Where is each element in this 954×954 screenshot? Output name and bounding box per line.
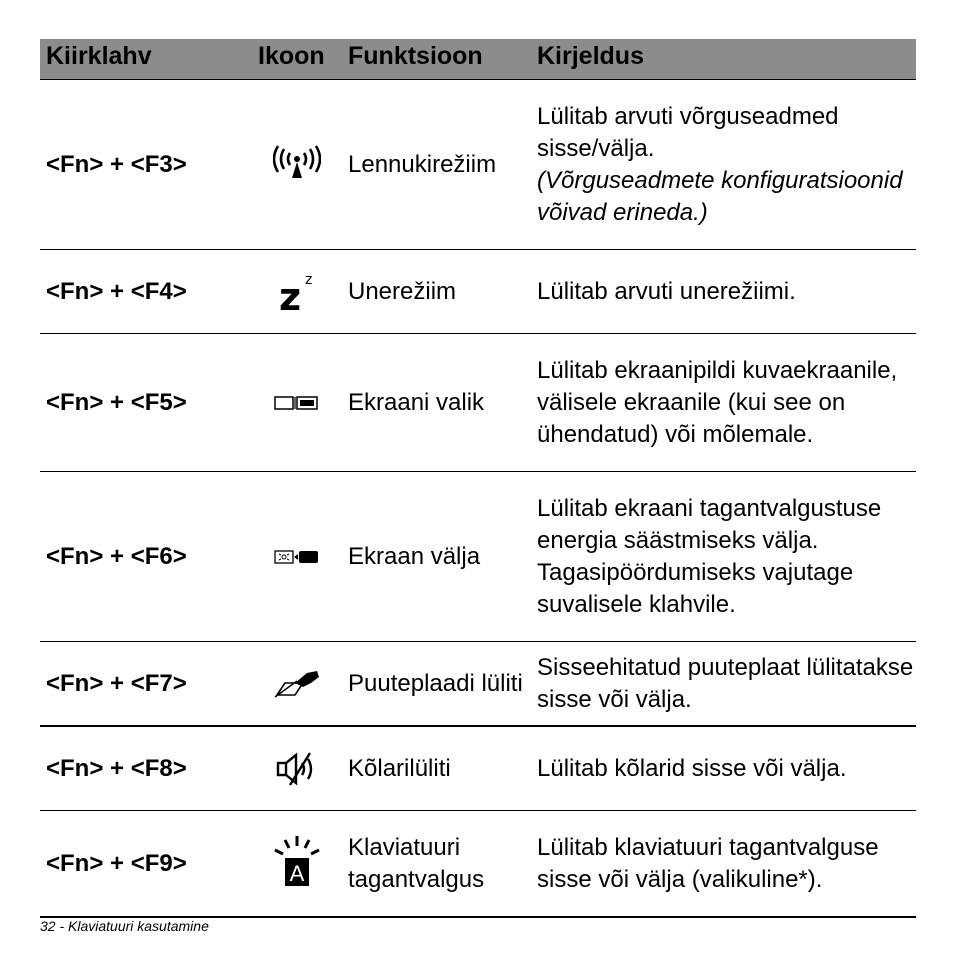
table-row <box>40 80 916 250</box>
page-footer: 32 - Klaviatuuri kasutamine <box>40 918 209 934</box>
description <box>537 80 916 249</box>
shortcut-key: <Fn> + <F8> <box>46 754 187 782</box>
speaker-toggle-icon <box>254 727 340 810</box>
description: Lülitab klaviatuuri tagantvalguse sisse või välja (valikuline*). <box>537 833 879 893</box>
sleep-icon <box>254 250 340 333</box>
keyboard-shortcut-table <box>40 39 916 918</box>
wireless-icon <box>254 80 340 249</box>
description: Lülitab ekraanipildi kuvaekraanile, välisele ekraanile (kui see on ühendatud) või mõlemale. <box>537 356 898 448</box>
shortcut-key: <Fn> + <F9> <box>46 849 187 877</box>
svg-text:A: A <box>289 860 305 886</box>
table-row <box>40 334 916 472</box>
function-name: Puuteplaadi lüliti <box>348 669 523 697</box>
table-row <box>40 642 916 727</box>
description-note: (Võrguseadmete konfiguratsioonid võivad erineda.) <box>537 166 903 226</box>
function-name: Ekraani valik <box>348 388 485 416</box>
description-text: Lülitab arvuti võrguseadmed sisse/välja. <box>537 102 839 162</box>
function-name: Ekraan välja <box>348 542 481 570</box>
svg-text:z: z <box>279 274 302 314</box>
description: Sisseehitatud puuteplaat lülitatakse sisse või välja. <box>537 653 914 713</box>
description: Lülitab ekraani tagantvalgustuse energia säästmiseks välja. Tagasipöördumiseks vajutage suvalisele klahvile. <box>537 494 882 618</box>
function-name: Lennukirežiim <box>348 150 497 178</box>
header-function: Funktsioon <box>348 42 483 70</box>
header-key: Kiirklahv <box>46 42 152 70</box>
shortcut-key: <Fn> + <F4> <box>46 277 187 305</box>
table-row <box>40 472 916 642</box>
svg-text:z: z <box>305 271 313 288</box>
shortcut-key: <Fn> + <F7> <box>46 669 187 697</box>
function-name: Kõlarilüliti <box>348 754 451 782</box>
function-name: Unerežiim <box>348 277 457 305</box>
function-name: Klaviatuuri tagantvalgus <box>348 833 485 893</box>
table-row <box>40 250 916 334</box>
table-row <box>40 811 916 918</box>
shortcut-key: <Fn> + <F6> <box>46 542 187 570</box>
display-switch-icon <box>254 334 340 471</box>
description: Lülitab kõlarid sisse või välja. <box>537 754 847 782</box>
shortcut-key: <Fn> + <F5> <box>46 388 187 416</box>
description: Lülitab arvuti unerežiimi. <box>537 277 796 305</box>
keyboard-backlight-icon <box>254 811 340 916</box>
header-description: Kirjeldus <box>537 42 644 70</box>
header-icon: Ikoon <box>258 42 325 70</box>
table-row <box>40 727 916 811</box>
shortcut-key: <Fn> + <F3> <box>46 150 187 178</box>
touchpad-toggle-icon <box>254 642 340 725</box>
display-off-icon <box>254 472 340 641</box>
table-header <box>40 39 916 80</box>
